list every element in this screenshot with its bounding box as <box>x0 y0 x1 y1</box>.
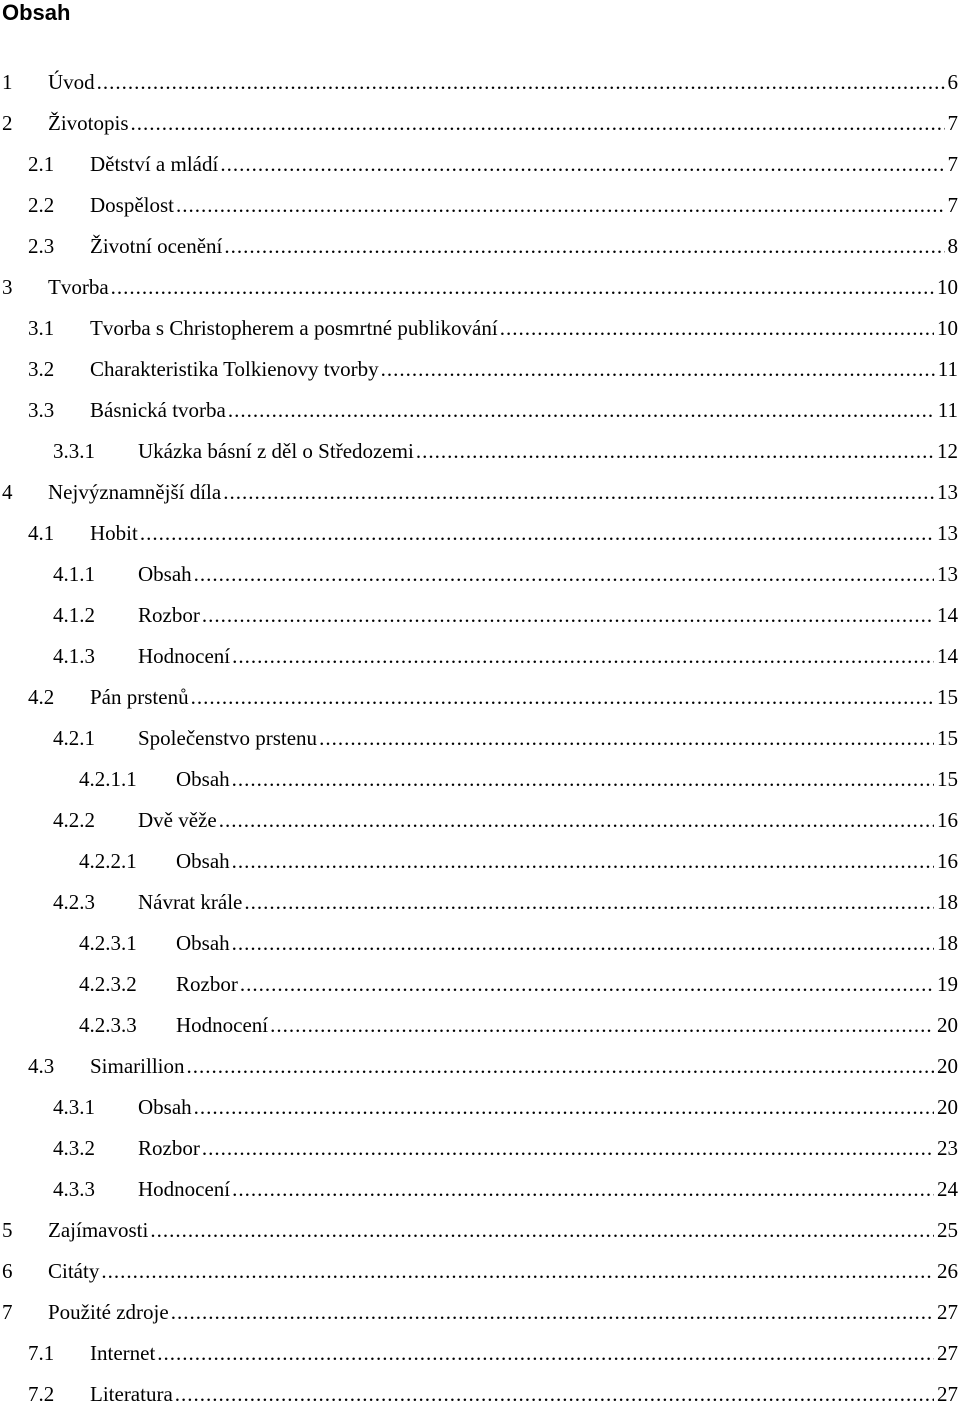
toc-entry-number: 2.3 <box>28 234 55 258</box>
dot-leader <box>202 1128 934 1169</box>
toc-entry-page: 27 <box>937 1341 958 1365</box>
dot-leader <box>191 677 934 718</box>
toc-entry-title: Charakteristika Tolkienovy tvorby <box>90 357 379 381</box>
toc-entry-title: Hodnocení <box>138 1177 231 1201</box>
toc-entry-number: 4.1.2 <box>53 603 95 627</box>
dot-leader <box>232 923 934 964</box>
dot-leader <box>223 472 934 513</box>
dot-leader <box>101 1251 934 1292</box>
toc-entry-number: 2 <box>2 111 13 135</box>
toc-entry[interactable] <box>0 964 960 1005</box>
dot-leader <box>176 185 945 226</box>
toc-entry-number: 2.1 <box>28 152 55 176</box>
toc-entry-title: Návrat krále <box>138 890 243 914</box>
toc-entry[interactable] <box>0 472 960 513</box>
toc-entry[interactable] <box>0 554 960 595</box>
toc-entry[interactable] <box>0 144 960 185</box>
dot-leader <box>228 390 935 431</box>
toc-entry-title: Úvod <box>48 70 95 94</box>
dot-leader <box>111 267 934 308</box>
toc-entry-number: 4.1.3 <box>53 644 95 668</box>
dot-leader <box>381 349 935 390</box>
toc-entry-page: 20 <box>937 1013 958 1037</box>
dot-leader <box>202 595 934 636</box>
toc-entry[interactable] <box>0 431 960 472</box>
toc-entry-page: 27 <box>937 1382 958 1406</box>
toc-entry-number: 4.2.3.2 <box>79 972 137 996</box>
toc-entry[interactable] <box>0 636 960 677</box>
toc-entry-number: 3.2 <box>28 357 55 381</box>
dot-leader <box>194 554 934 595</box>
dot-leader <box>140 513 934 554</box>
toc-entry-number: 4.3 <box>28 1054 55 1078</box>
toc-entry-page: 6 <box>947 70 958 94</box>
toc-entry[interactable] <box>0 1087 960 1128</box>
toc-entry-title: Použité zdroje <box>48 1300 169 1324</box>
dot-leader <box>232 841 934 882</box>
toc-entry-page: 18 <box>937 890 958 914</box>
toc-entry-page: 26 <box>937 1259 958 1283</box>
toc-entry[interactable] <box>0 595 960 636</box>
toc-entry-number: 5 <box>2 1218 13 1242</box>
toc-entry-page: 13 <box>937 521 958 545</box>
page-title: Obsah <box>2 0 71 25</box>
toc-entry-number: 4.2 <box>28 685 55 709</box>
toc-entry-page: 13 <box>937 562 958 586</box>
toc-entry[interactable] <box>0 1128 960 1169</box>
toc-entry-page: 7 <box>947 152 958 176</box>
toc-entry-title: Dětství a mládí <box>90 152 219 176</box>
toc-entry-page: 7 <box>947 193 958 217</box>
toc-entry-title: Obsah <box>176 931 230 955</box>
toc-entry-page: 24 <box>937 1177 958 1201</box>
toc-entry-number: 4.1.1 <box>53 562 95 586</box>
dot-leader <box>194 1087 934 1128</box>
toc-entry-title: Dvě věže <box>138 808 217 832</box>
dot-leader <box>500 308 934 349</box>
toc-entry-title: Simarillion <box>90 1054 185 1078</box>
toc-entry-title: Hobit <box>90 521 138 545</box>
toc-entry-page: 10 <box>937 275 958 299</box>
toc-entry-title: Zajímavosti <box>48 1218 149 1242</box>
toc-entry-number: 3.3 <box>28 398 55 422</box>
toc-entry[interactable] <box>0 513 960 554</box>
toc-entry-title: Životní ocenění <box>90 234 223 258</box>
toc-entry[interactable] <box>0 718 960 759</box>
toc-entry-number: 3 <box>2 275 13 299</box>
toc-entry-title: Rozbor <box>176 972 238 996</box>
toc-entry-title: Hodnocení <box>138 644 231 668</box>
toc-entry-number: 4.3.1 <box>53 1095 95 1119</box>
toc-entry-page: 8 <box>947 234 958 258</box>
toc-entry-number: 4 <box>2 480 13 504</box>
toc-entry-page: 15 <box>937 767 958 791</box>
toc-entry-page: 19 <box>937 972 958 996</box>
toc-entry[interactable] <box>0 841 960 882</box>
dot-leader <box>97 62 945 103</box>
toc-entry-number: 1 <box>2 70 13 94</box>
toc-entry-number: 4.2.3.3 <box>79 1013 137 1037</box>
toc-entry[interactable] <box>0 1333 960 1374</box>
toc-entry[interactable] <box>0 759 960 800</box>
toc-entry-number: 4.2.3 <box>53 890 95 914</box>
toc-entry-number: 4.3.2 <box>53 1136 95 1160</box>
toc-entry-title: Společenstvo prstenu <box>138 726 318 750</box>
toc-entry[interactable] <box>0 1046 960 1087</box>
toc-entry[interactable] <box>0 349 960 390</box>
toc-entry[interactable] <box>0 1292 960 1333</box>
toc-entry-number: 4.2.1 <box>53 726 95 750</box>
dot-leader <box>224 226 944 267</box>
toc-entry-number: 4.2.2 <box>53 808 95 832</box>
toc-entry-title: Básnická tvorba <box>90 398 226 422</box>
dot-leader <box>187 1046 935 1087</box>
toc-entry-page: 20 <box>937 1054 958 1078</box>
toc-entry-number: 2.2 <box>28 193 55 217</box>
toc-entry[interactable] <box>0 1374 960 1415</box>
toc-entry-number: 7.1 <box>28 1341 55 1365</box>
toc-entry-title: Dospělost <box>90 193 174 217</box>
dot-leader <box>232 759 934 800</box>
toc-entry-page: 12 <box>937 439 958 463</box>
toc-entry[interactable] <box>0 1169 960 1210</box>
dot-leader <box>157 1333 934 1374</box>
toc-entry[interactable] <box>0 226 960 267</box>
toc-entry-number: 7.2 <box>28 1382 55 1406</box>
dot-leader <box>270 1005 934 1046</box>
dot-leader <box>232 1169 934 1210</box>
toc-entry-title: Hodnocení <box>176 1013 269 1037</box>
toc-entry-title: Obsah <box>176 849 230 873</box>
toc-entry[interactable] <box>0 267 960 308</box>
toc-entry-page: 7 <box>947 111 958 135</box>
toc-entry-page: 11 <box>937 398 958 422</box>
dot-leader <box>319 718 934 759</box>
toc-entry-title: Obsah <box>138 1095 192 1119</box>
dot-leader <box>232 636 934 677</box>
toc-entry[interactable] <box>0 882 960 923</box>
toc-entry-number: 4.1 <box>28 521 55 545</box>
dot-leader <box>220 144 944 185</box>
dot-leader <box>416 431 934 472</box>
toc-entry-title: Rozbor <box>138 603 200 627</box>
toc-entry[interactable] <box>0 103 960 144</box>
toc-entry[interactable] <box>0 390 960 431</box>
toc-entry-page: 16 <box>937 849 958 873</box>
toc-entry[interactable] <box>0 800 960 841</box>
dot-leader <box>150 1210 934 1251</box>
toc-entry-page: 27 <box>937 1300 958 1324</box>
dot-leader <box>240 964 934 1005</box>
toc-entry-number: 7 <box>2 1300 13 1324</box>
toc-entry[interactable] <box>0 308 960 349</box>
toc-entry-page: 25 <box>937 1218 958 1242</box>
toc-entry-page: 20 <box>937 1095 958 1119</box>
toc-entry-page: 10 <box>937 316 958 340</box>
toc-entry[interactable] <box>0 1210 960 1251</box>
toc-entry-number: 6 <box>2 1259 13 1283</box>
toc-entry-page: 15 <box>937 685 958 709</box>
toc-entry-title: Ukázka básní z děl o Středozemi <box>138 439 414 463</box>
toc-entry-title: Internet <box>90 1341 156 1365</box>
toc-entry-page: 18 <box>937 931 958 955</box>
toc-entry-title: Obsah <box>138 562 192 586</box>
toc-entry-number: 4.2.2.1 <box>79 849 137 873</box>
toc-entry-page: 15 <box>937 726 958 750</box>
dot-leader <box>219 800 934 841</box>
toc-entry-title: Rozbor <box>138 1136 200 1160</box>
toc-entry[interactable] <box>0 677 960 718</box>
toc-entry-page: 13 <box>937 480 958 504</box>
table-of-contents <box>0 62 960 1415</box>
toc-entry-title: Citáty <box>48 1259 100 1283</box>
toc-entry-page: 11 <box>937 357 958 381</box>
toc-entry-title: Pán prstenů <box>90 685 189 709</box>
toc-entry-page: 14 <box>937 603 958 627</box>
toc-entry-title: Životopis <box>48 111 129 135</box>
toc-entry-number: 3.1 <box>28 316 55 340</box>
toc-entry-title: Obsah <box>176 767 230 791</box>
dot-leader <box>171 1292 934 1333</box>
dot-leader <box>244 882 934 923</box>
toc-entry[interactable] <box>0 1251 960 1292</box>
toc-entry-page: 14 <box>937 644 958 668</box>
toc-entry-title: Tvorba <box>48 275 109 299</box>
dot-leader <box>131 103 945 144</box>
toc-entry-number: 4.3.3 <box>53 1177 95 1201</box>
toc-entry-page: 23 <box>937 1136 958 1160</box>
toc-entry-title: Tvorba s Christopherem a posmrtné publikování <box>90 316 498 340</box>
toc-entry[interactable] <box>0 923 960 964</box>
toc-entry[interactable] <box>0 1005 960 1046</box>
toc-entry-number: 3.3.1 <box>53 439 95 463</box>
dot-leader <box>175 1374 934 1415</box>
toc-entry-title: Literatura <box>90 1382 173 1406</box>
toc-entry-title: Nejvýznamnější díla <box>48 480 222 504</box>
toc-entry-page: 16 <box>937 808 958 832</box>
toc-entry-number: 4.2.3.1 <box>79 931 137 955</box>
toc-entry[interactable] <box>0 62 960 103</box>
toc-entry-number: 4.2.1.1 <box>79 767 137 791</box>
toc-entry[interactable] <box>0 185 960 226</box>
